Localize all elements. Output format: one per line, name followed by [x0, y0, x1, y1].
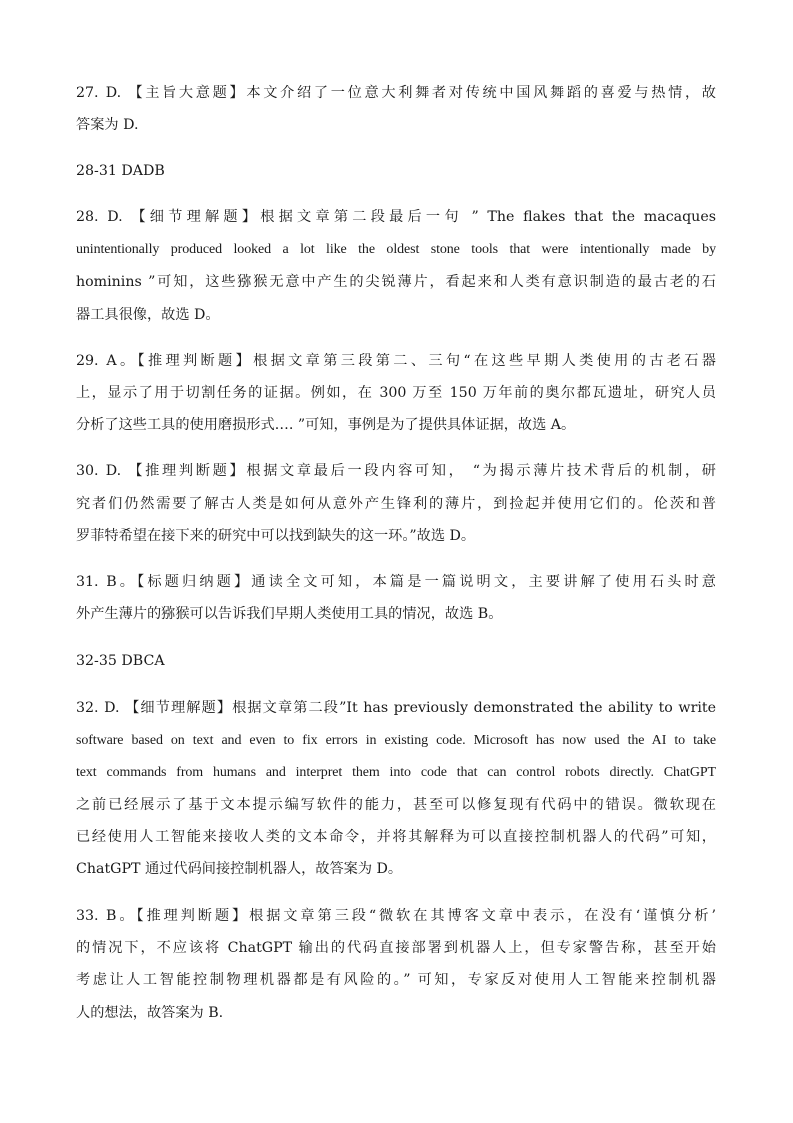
q33-line-4: 人的想法，故答案为 B. — [76, 1005, 224, 1021]
q30-line-1: 30. D. 【推理判断题】根据文章最后一段内容可知， “为揭示薄片技术背后的机制，研 — [76, 463, 716, 479]
q29-line-3: 分析了这些工具的使用磨损形式…. ”可知，事例是为了提供具体证据，故选 A。 — [76, 417, 576, 433]
q28-line-3: hominins ”可知，这些猕猴无意中产生的尖锐薄片，看起来和人类有意识制造的最古老的石 — [76, 274, 716, 290]
q27-line-2: 答案为 D. — [76, 117, 139, 133]
q30-line-3: 罗菲特希望在接下来的研究中可以找到缺失的这一环。”故选 D。 — [76, 528, 476, 544]
q32-line-6: ChatGPT 通过代码间接控制机器人，故答案为 D。 — [76, 861, 403, 877]
q32-line-4: 之前已经展示了基于文本提示编写软件的能力，甚至可以修复现有代码中的错误。微软现在 — [76, 797, 716, 813]
q33-line-1: 33. B。【推理判断题】根据文章第三段“微软在其博客文章中表示，在没有‘谨慎分析’ — [76, 908, 716, 924]
q31-line-2: 外产生薄片的猕猴可以告诉我们早期人类使用工具的情况，故选 B。 — [76, 606, 503, 622]
q31-line-1: 31. B。【标题归纳题】通读全文可知，本篇是一篇说明文，主要讲解了使用石头时意 — [76, 574, 716, 590]
q30-line-2: 究者们仍然需要了解古人类是如何从意外产生锋利的薄片，到捡起并使用它们的。伦茨和普 — [76, 496, 716, 512]
q27-line-1: 27. D. 【主旨大意题】本文介绍了一位意大利舞者对传统中国风舞蹈的喜爱与热情，故 — [76, 85, 716, 101]
answer-group-28-31: 28-31 DADB — [76, 163, 165, 179]
q33-line-2: 的情况下，不应该将 ChatGPT 输出的代码直接部署到机器人上，但专家警告称，甚至开始 — [76, 940, 716, 956]
q32-line-3: text commands from humans and interpret them into code that can control robots directly. ChatGPT — [76, 765, 716, 780]
q32-line-2: software based on text and even to fix errors in existing code. Microsoft has now used the AI to take — [76, 733, 716, 748]
q33-line-3: 考虑让人工智能控制物理机器都是有风险的。” 可知，专家反对使用人工智能来控制机器 — [76, 972, 716, 988]
answer-group-32-35: 32-35 DBCA — [76, 653, 165, 669]
q28-line-1: 28. D. 【细节理解题】根据文章第二段最后一句 ” The flakes that the macaques — [76, 209, 716, 225]
q28-line-2: unintentionally produced looked a lot like the oldest stone tools that were intentionally made by — [76, 242, 716, 257]
q32-line-5: 已经使用人工智能来接收人类的文本命令，并将其解释为可以直接控制机器人的代码”可知， — [76, 829, 716, 845]
q32-line-1: 32. D. 【细节理解题】根据文章第二段”It has previously demonstrated the ability to write — [76, 700, 716, 716]
q29-line-1: 29. A。【推理判断题】根据文章第三段第二、三句“在这些早期人类使用的古老石器 — [76, 353, 716, 369]
q28-line-4: 器工具很像，故选 D。 — [76, 307, 220, 323]
q29-line-2: 上，显示了用于切割任务的证据。例如，在 300 万至 150 万年前的奥尔都瓦遗址，研究人员 — [76, 385, 716, 401]
